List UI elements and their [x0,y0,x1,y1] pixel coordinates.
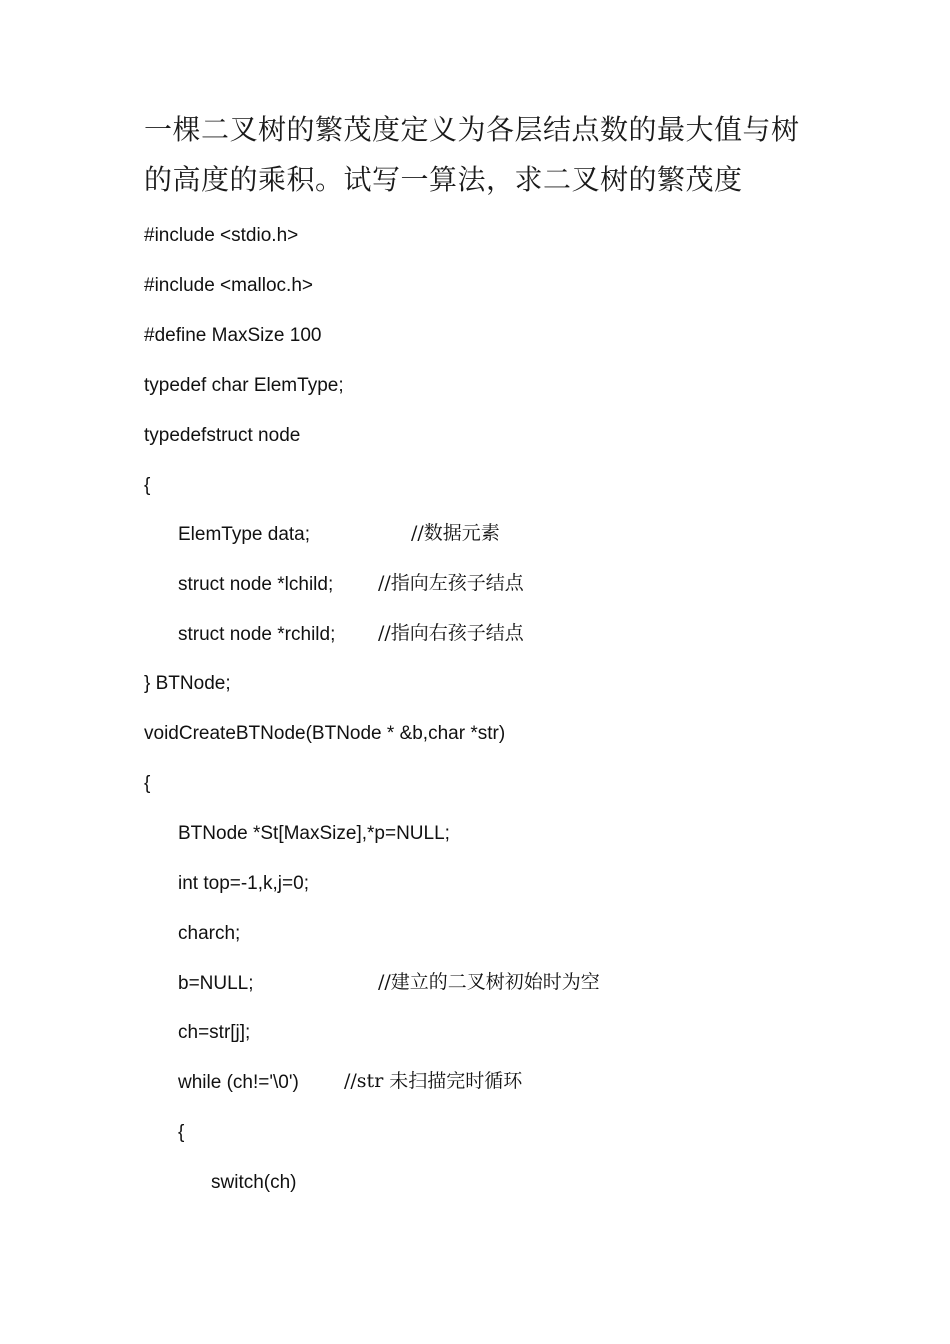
code-line-include-malloc: #include <malloc.h> [144,275,313,296]
code-line-rchild-field: struct node *rchild; [178,624,336,645]
code-line-int-declaration: int top=-1,k,j=0; [178,873,309,894]
code-line-lchild-field: struct node *lchild; [178,574,334,595]
code-line-typedef-elemtype: typedef char ElemType; [144,375,344,396]
code-line-while-open-brace: { [178,1122,185,1143]
code-line-open-brace: { [144,475,151,496]
code-comment-rchild-field: //指向右孩子结点 [378,622,524,644]
code-line-data-field: ElemType data; [178,524,311,545]
code-comment-lchild-field: //指向左孩子结点 [378,572,524,594]
code-line-char-declaration: charch; [178,923,241,944]
document-title-line-2: 的高度的乘积。试写一算法，求二叉树的繁茂度 [144,163,743,196]
code-line-define-maxsize: #define MaxSize 100 [144,325,322,346]
code-line-while-loop: while (ch!='\0') [178,1072,299,1093]
code-line-ch-assign: ch=str[j]; [178,1022,251,1043]
code-line-b-null: b=NULL; [178,973,254,994]
code-comment-b-null: //建立的二叉树初始时为空 [378,971,600,993]
code-line-include-stdio: #include <stdio.h> [144,225,299,246]
code-line-typedef-struct: typedefstruct node [144,425,301,446]
code-line-switch: switch(ch) [211,1172,297,1193]
code-line-close-struct: } BTNode; [144,673,231,694]
code-line-stack-declaration: BTNode *St[MaxSize],*p=NULL; [178,823,450,844]
code-line-function-signature: voidCreateBTNode(BTNode * &b,char *str) [144,723,506,744]
document-title-line-1: 一棵二叉树的繁茂度定义为各层结点数的最大值与树 [144,113,800,146]
code-comment-data-field: //数据元素 [411,522,500,544]
code-line-function-open-brace: { [144,773,151,794]
code-comment-while-loop: //str 未扫描完时循环 [344,1070,523,1092]
